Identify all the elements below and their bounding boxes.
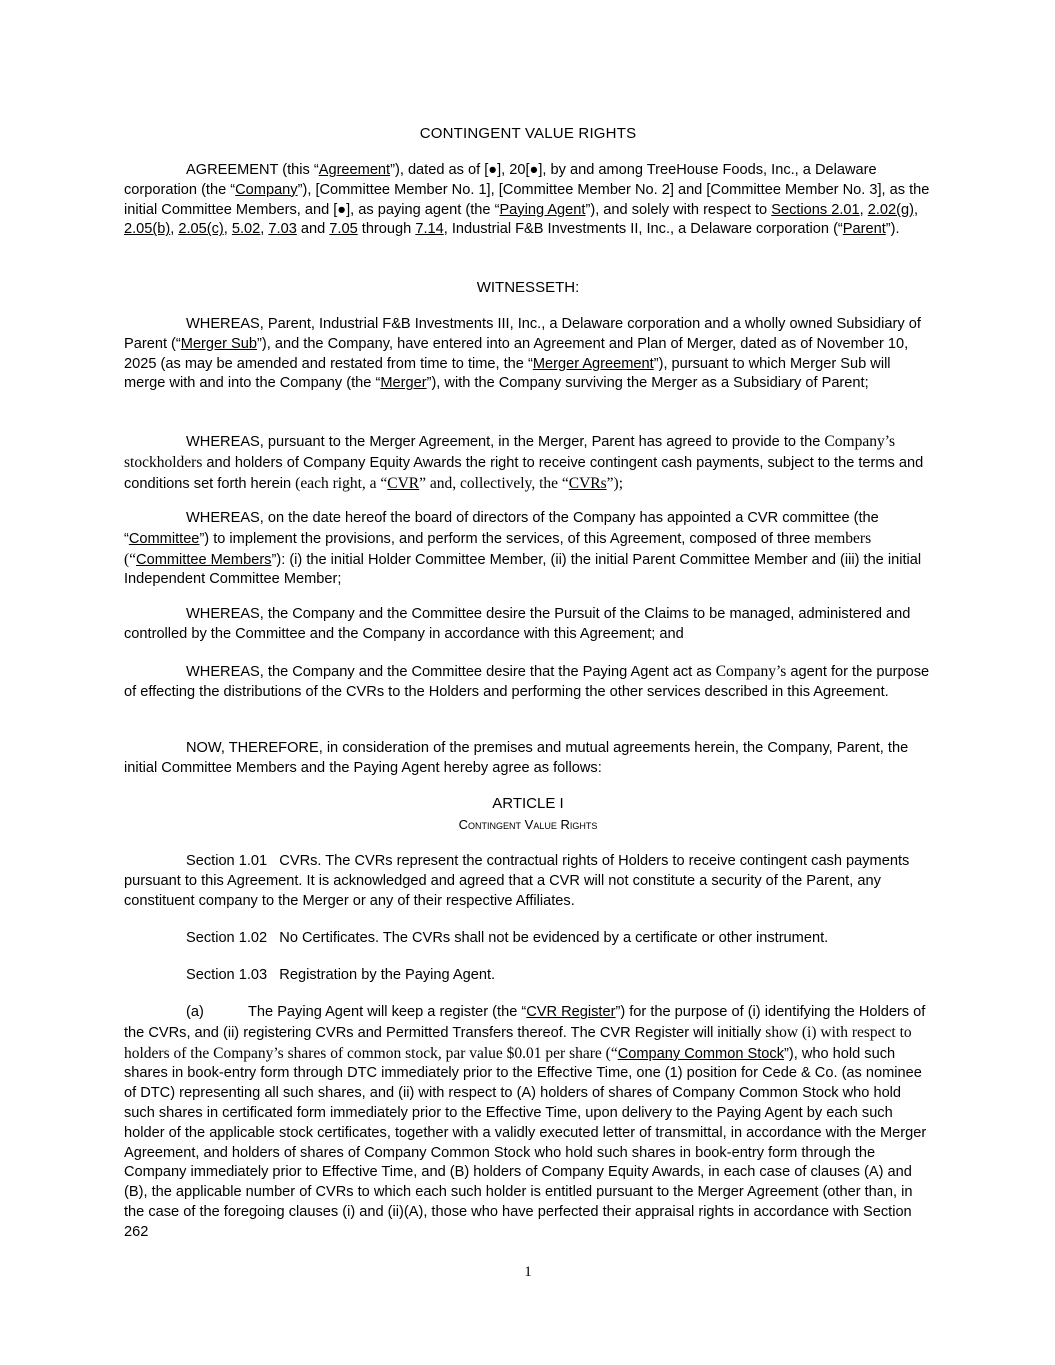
whereas-paying-agent-paragraph [124,662,932,703]
article-title: ARTICLE I [492,795,564,812]
whereas3-text-c: ”): (i) the initial Holder Committee Member, (ii) the initial Parent Committee Member and (iii) the initial Independent Committee Member; [124,551,922,588]
section-1-03-text: Section 1.03 Registration by the Paying Agent. [186,967,496,983]
defined-term-cvrs: CVRs [568,474,607,492]
whereas-merger-paragraph [124,315,932,394]
intro-text-1: AGREEMENT (this “ [186,162,319,178]
whereas1-text-c: ”), pursuant to which Merger Sub will merge with and into the Company (the “ [124,355,891,392]
intro-text-5: , Industrial F&B Investments II, Inc., a Delaware corporation (“ [443,221,843,238]
document-title: CONTINGENT VALUE RIGHTS [419,125,637,142]
section-ref-7-03: 7.03 [268,221,297,238]
intro-text-2: ”), dated as of [●], 20[●], by and among TreeHouse Foods, Inc., a Delaware corporation (the “ [124,162,877,198]
whereas1-text-d: ”), with the Company surviving the Merger as a Subsidiary of Parent; [426,375,869,392]
witnesseth-heading: WITNESSETH: [476,279,580,296]
whereas2-serif-c: ” and, collectively, the “ [419,474,569,492]
section-ref-7-05: 7.05 [329,221,358,238]
whereas-cvr-paragraph [124,432,932,494]
section-ref-5-02: 5.02 [231,221,261,238]
intro-text-3: ”), [Committee Member No. 1], [Committee Member No. 2] and [Committee Member No. 3], as the initial Committee Members, and [●], as paying agent (the “ [124,181,930,218]
defined-term-parent: Parent [842,221,886,238]
section-1-01 [124,852,932,911]
whereas5-serif-a: Company’s [715,663,787,680]
defined-term-company-common-stock: Company Common Stock [617,1045,784,1062]
section-ref-2-05b: 2.05(b) [124,221,171,238]
subsection-label-a: (a) [186,1004,204,1020]
sub-a-text-c: ”), who hold such shares in book-entry form through DTC immediately prior to the Effective Time, one (1) position for Cede & Co. (as nominee of DTC) representing all such shares, and (ii) with respect to (A) holders of shares of Company Common Stock who hold such shares in certificated form immediately prior to the Effective Time, upon delivery to the Paying Agent by each such holder of the applicable stock certificates, together with a validly executed letter of transmittal, in accordance with the Merger Agreement, and holders of shares of Company Common Stock who hold such shares in book-entry form through the Company immediately prior to Effective Time, and (B) holders of Company Equity Awards, in each case of clauses (A) and (B), the applicable number of CVRs to which each such holder is entitled pursuant to the Merger Agreement (other than, in the case of the foregoing clauses (i) and (ii)(A), those who have perfected their appraisal rights in accordance with Section 262 [124,1045,927,1240]
page-number: 1 [524,1264,532,1280]
defined-term-merger-agreement: Merger Agreement [532,355,654,372]
whereas5-text-b: agent for the purpose of effecting the distributions of the CVRs to the Holders and performing the other services described in this Agreement. [124,664,930,700]
sub-a-text-a: The Paying Agent will keep a register (the “ [248,1004,527,1020]
defined-term-merger: Merger [380,375,427,392]
section-ref-7-14: 7.14 [415,221,444,238]
defined-term-company: Company [235,181,298,198]
defined-term-committee-members: Committee Members [136,551,272,568]
intro-through: through [361,221,412,238]
defined-term-cvr-register: CVR Register [526,1004,616,1020]
intro-text-4: ”), and solely with respect to [585,201,772,218]
section-1-02 [124,929,932,949]
intro-paragraph: AGREEMENT (this “Agreement”), dated as of [●], 20[●], by and among TreeHouse Foods, Inc., a Delaware corporation (the “Company”), [Committee Member No. 1], [Committee Member No. 2] and [Committee Member No. 3], as the initial Committee Members, and [●], as paying agent (the “Paying Agent”), and solely with respect to Sections 2.01, 2.02(g), 2.05(b), 2.05(c), 5.02, 7.03 and 7.05 through 7.14, Industrial F&B Investments II, Inc., a Delaware corporation (“Parent”). [124,162,930,238]
defined-term-committee: Committee [128,530,200,547]
article-subtitle: Contingent Value Rights [458,817,598,832]
defined-term-paying-agent: Paying Agent [499,201,586,218]
whereas2-text-b: and holders of Company Equity Awards the right to receive contingent cash payments, subject to the terms and conditions set forth herein [124,454,924,492]
whereas1-text-b: ”), and the Company, have entered into an Agreement and Plan of Merger, dated as of November 10, 2025 (as may be amended and restated from time to time, the “ [124,335,909,372]
section-ref-2-01: Sections 2.01 [771,201,860,218]
whereas-committee-paragraph [124,509,932,590]
whereas4-text: WHEREAS, the Company and the Committee desire the Pursuit of the Claims to be managed, administered and controlled by the Committee and the Company in accordance with this Agreement; and [124,606,911,642]
whereas2-text-d: ”); [606,474,624,492]
intro-text-6: ”). [885,221,900,238]
whereas-pursuit-paragraph [124,605,932,645]
section-1-02-text: Section 1.02 No Certificates. The CVRs shall not be evidenced by a certificate or other instrument. [186,930,829,946]
sub-a-serif-b: show (i) with respect to holders of the Company’s shares of common stock, par value $0.01 per share (“ [124,1023,912,1062]
sub-a-text-b: ”) for the purpose of (i) identifying the Holders of the CVRs, and (ii) registering CVRs and Permitted Transfers thereof. The CVR Register will initially [124,1004,926,1041]
now-therefore-paragraph [124,739,932,779]
section-1-03-a [124,1003,932,1243]
section-ref-2-02g: 2.02(g) [867,201,915,218]
whereas2-serif-b: (each right, a “ [295,474,388,492]
defined-term-agreement: Agreement [318,162,391,178]
defined-term-merger-sub: Merger Sub [180,335,258,352]
now-therefore-text: NOW, THEREFORE, in consideration of the premises and mutual agreements herein, the Company, Parent, the initial Committee Members and the Paying Agent hereby agree as follows: [124,740,909,776]
whereas3-text-a: WHEREAS, on the date hereof the board of directors of the Company has appointed a CVR committee (the “ [124,510,879,547]
defined-term-cvr: CVR [387,474,420,492]
whereas3-serif-b: members (“ [124,529,872,568]
whereas5-text-a: WHEREAS, the Company and the Committee desire that the Paying Agent act as [186,664,716,680]
whereas2-serif-a: Company’s stockholders [124,433,896,471]
section-1-01-text: Section 1.01 CVRs. The CVRs represent the contractual rights of Holders to receive contingent cash payments pursuant to this Agreement. It is acknowledged and agreed that a CVR will not constitute a security of the Parent, any constituent company to the Merger or any of their respective Affiliates. [124,853,910,909]
section-ref-2-05c: 2.05(c) [178,221,224,238]
section-1-03 [124,966,932,986]
whereas2-text-a: WHEREAS, pursuant to the Merger Agreement, in the Merger, Parent has agreed to provide to the [186,434,825,450]
whereas3-text-b: ”) to implement the provisions, and perform the services, of this Agreement, composed of three [199,530,815,547]
intro-and: and [300,221,326,238]
whereas1-text-a: WHEREAS, Parent, Industrial F&B Investments III, Inc., a Delaware corporation and a wholly owned Subsidiary of Parent (“ [124,316,921,352]
